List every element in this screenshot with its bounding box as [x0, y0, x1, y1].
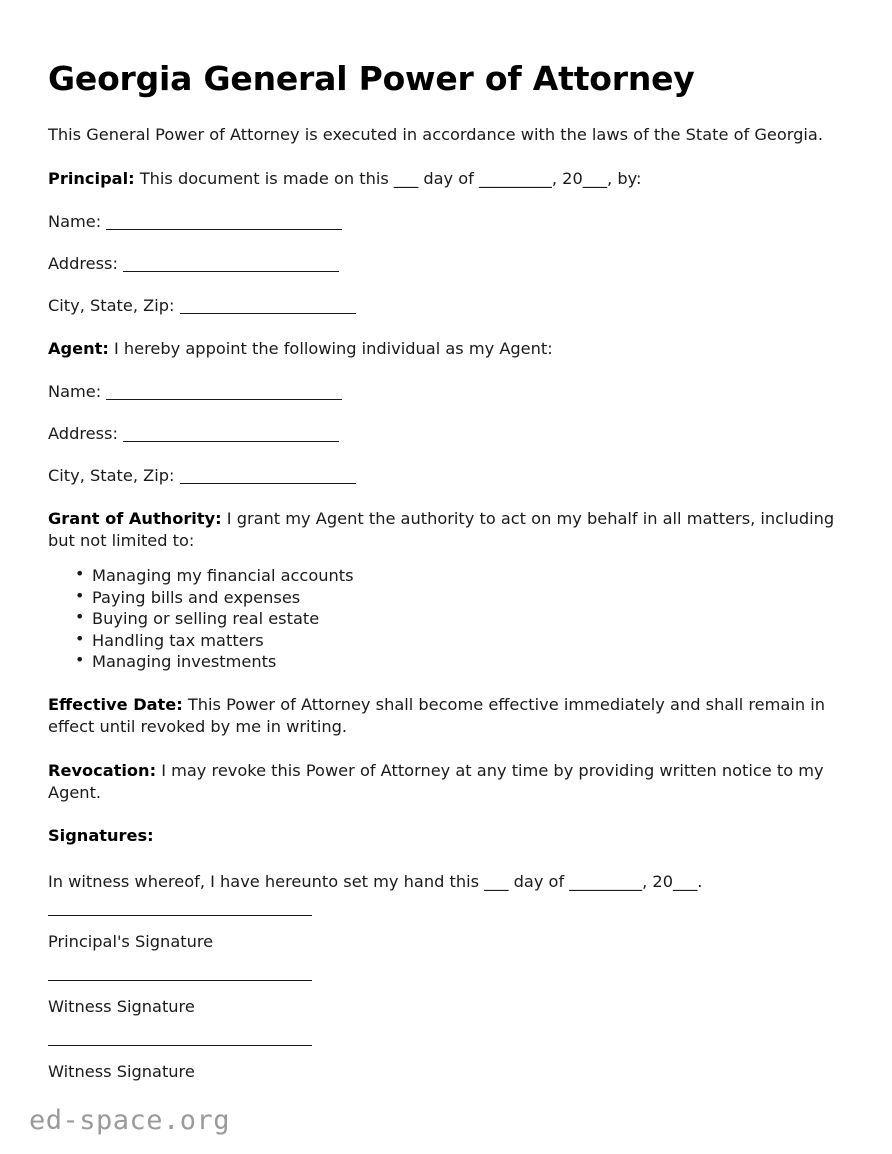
agent-city-state-zip-field — [48, 465, 844, 486]
witness-clause: In witness whereof, I have hereunto set my hand this ___ day of _________, 20___. — [48, 871, 703, 891]
agent-address-field — [48, 423, 844, 444]
grant-of-authority-label: Grant of Authority: — [48, 509, 222, 529]
effective-date-text: This Power of Attorney shall become effective immediately and shall remain in effect until revoked by me in writing. — [48, 695, 825, 737]
principal-signature-caption: Principal's Signature — [48, 931, 214, 951]
principal-address-label: Address: — [48, 253, 118, 273]
agent-city-state-zip-blank[interactable] — [180, 483, 356, 484]
principal-city-state-zip-label: City, State, Zip: — [48, 295, 175, 315]
agent-address-label: Address: — [48, 423, 118, 443]
witness-signature-line-1[interactable] — [48, 980, 312, 981]
signatures-heading: Signatures: — [48, 825, 154, 845]
principal-address-field — [48, 253, 844, 274]
principal-name-blank[interactable] — [106, 229, 342, 230]
authority-list — [48, 565, 844, 672]
list-item: • Handling tax matters — [48, 630, 844, 651]
principal-address-blank[interactable] — [123, 271, 339, 272]
agent-statement — [48, 338, 844, 360]
principal-statement-text: This document is made on this ___ day of _________, 20___, by: — [134, 168, 642, 188]
grant-of-authority-statement — [48, 508, 844, 552]
list-item: • Managing my financial accounts — [48, 565, 844, 586]
site-watermark: ed-space.org — [29, 1105, 231, 1136]
principal-city-state-zip-field — [48, 295, 844, 316]
principal-name-field — [48, 211, 844, 232]
agent-label: Agent: — [48, 338, 109, 358]
principal-label: Principal: — [48, 168, 135, 188]
effective-date-label: Effective Date: — [48, 695, 183, 715]
grant-of-authority-text: I grant my Agent the authority to act on my behalf in all matters, including but not limited to: — [48, 509, 835, 551]
agent-statement-text: I hereby appoint the following individual as my Agent: — [108, 338, 553, 358]
principal-signature-line[interactable] — [48, 915, 312, 916]
intro-paragraph: This General Power of Attorney is executed in accordance with the laws of the State of Georgia. — [48, 124, 823, 144]
revocation-statement — [48, 760, 844, 804]
effective-date-statement — [48, 694, 844, 738]
witness-signature-caption-2: Witness Signature — [48, 1061, 195, 1081]
principal-city-state-zip-blank[interactable] — [180, 313, 356, 314]
witness-signature-caption-1: Witness Signature — [48, 996, 195, 1016]
list-item: • Paying bills and expenses — [48, 587, 844, 608]
agent-name-label: Name: — [48, 381, 102, 401]
list-item: • Managing investments — [48, 651, 844, 672]
agent-city-state-zip-label: City, State, Zip: — [48, 466, 175, 485]
list-item: • Buying or selling real estate — [48, 608, 844, 629]
agent-name-blank[interactable] — [106, 399, 342, 400]
witness-signature-line-2[interactable] — [48, 1045, 312, 1046]
revocation-text: I may revoke this Power of Attorney at any time by providing written notice to my Agent. — [48, 760, 824, 802]
revocation-label: Revocation: — [48, 760, 157, 780]
page-title: Georgia General Power of Attorney — [48, 59, 695, 98]
principal-statement — [48, 168, 844, 190]
principal-name-label: Name: — [48, 211, 102, 231]
agent-address-blank[interactable] — [123, 441, 339, 442]
agent-name-field — [48, 381, 844, 402]
